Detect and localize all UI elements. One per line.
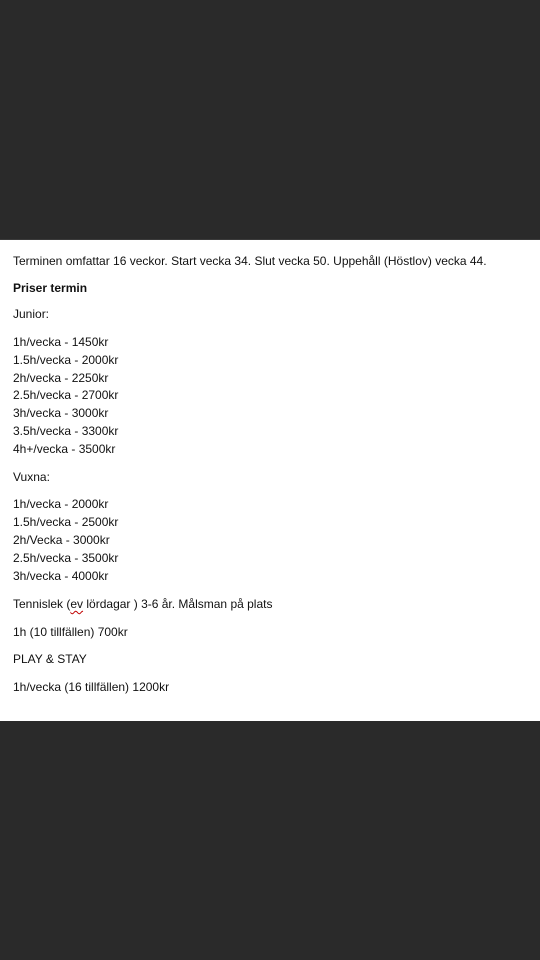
vuxna-price-line: 3h/vecka - 4000kr	[13, 569, 109, 583]
junior-price-line: 3h/vecka - 3000kr	[13, 406, 109, 420]
vuxna-label: Vuxna:	[13, 470, 50, 484]
document-page	[0, 239, 540, 721]
top-dark-band	[0, 0, 540, 239]
tennislek-price: 1h (10 tillfällen) 700kr	[13, 625, 128, 639]
intro-text: Terminen omfattar 16 veckor. Start vecka 34. Slut vecka 50. Uppehåll (Höstlov) vecka 44.	[13, 254, 487, 268]
junior-price-line: 4h+/vecka - 3500kr	[13, 442, 116, 456]
junior-label: Junior:	[13, 307, 50, 321]
play-stay-label: PLAY & STAY	[13, 652, 87, 666]
junior-price-line: 1.5h/vecka - 2000kr	[13, 353, 119, 367]
junior-price-line: 1h/vecka - 1450kr	[13, 335, 109, 349]
spellcheck-word: ev	[70, 597, 84, 611]
vuxna-price-line: 2.5h/vecka - 3500kr	[13, 551, 119, 565]
play-stay-price: 1h/vecka (16 tillfällen) 1200kr	[13, 680, 170, 694]
vuxna-price-line: 2h/Vecka - 3000kr	[13, 533, 110, 547]
vuxna-price-line: 1h/vecka - 2000kr	[13, 497, 109, 511]
tennislek-text-before: Tennislek (	[13, 597, 71, 611]
prices-heading: Priser termin	[13, 281, 88, 295]
tennislek-text-after: lördagar ) 3-6 år. Målsman på plats	[83, 597, 273, 611]
tennislek-line	[13, 597, 272, 611]
junior-price-line: 3.5h/vecka - 3300kr	[13, 424, 119, 438]
vuxna-price-line: 1.5h/vecka - 2500kr	[13, 515, 119, 529]
bottom-dark-band	[0, 721, 540, 960]
junior-price-line: 2.5h/vecka - 2700kr	[13, 388, 119, 402]
junior-price-line: 2h/vecka - 2250kr	[13, 371, 109, 385]
